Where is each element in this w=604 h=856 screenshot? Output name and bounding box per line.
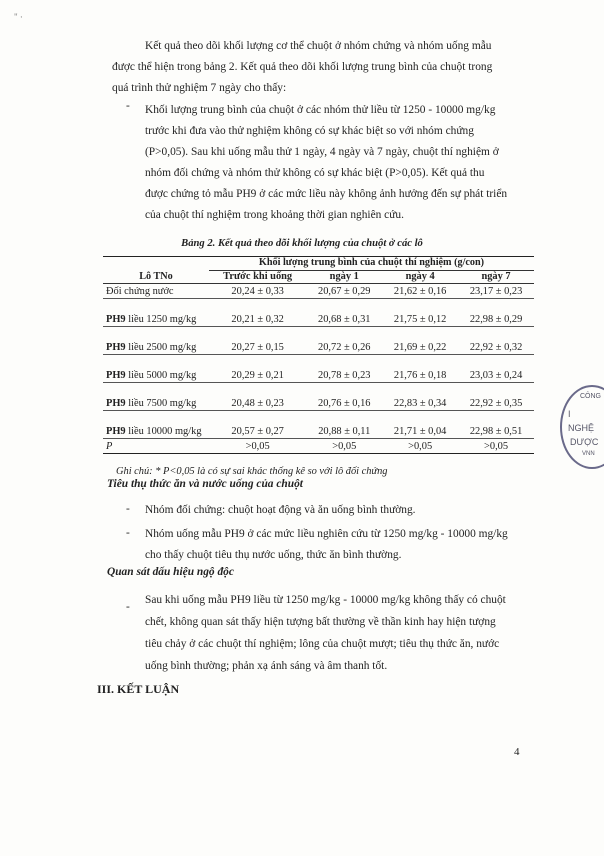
lot-cell: Đối chứng nước — [103, 284, 209, 299]
value-cell: 22,98 ± 0,51 — [458, 411, 534, 439]
value-cell: 23,03 ± 0,24 — [458, 355, 534, 383]
table-caption: Bảng 2. Kết quả theo dõi khối lượng của chuột ở các lô — [181, 238, 423, 249]
col-header-day7: ngày 7 — [458, 270, 534, 284]
value-cell: 20,57 ± 0,27 — [209, 411, 306, 439]
table-row — [103, 355, 534, 383]
lot-cell: PH9 liều 10000 mg/kg — [103, 411, 209, 439]
bullet1-line-2: trước khi đưa vào thử nghiệm không có sự khác biệt so với nhóm chứng — [145, 125, 474, 137]
lot-cell: PH9 liều 2500 mg/kg — [103, 327, 209, 355]
bullet1-line-5: được chứng tỏ mẫu PH9 ở các mức liều này không ảnh hưởng đến sự phát triển — [145, 188, 508, 200]
value-cell: 20,68 ± 0,31 — [306, 299, 382, 327]
value-cell: 21,75 ± 0,12 — [382, 299, 458, 327]
stamp-text: CÔNG — [580, 393, 601, 400]
bullet-dash: - — [126, 100, 130, 112]
corner-mark: " · — [14, 12, 23, 22]
poison-line-4: uống bình thường; phản xạ ánh sáng và âm thanh tốt. — [145, 660, 388, 672]
heading-poison: Quan sát dấu hiệu ngộ độc — [107, 566, 234, 578]
value-cell: >0,05 — [382, 439, 458, 454]
value-cell: 20,48 ± 0,23 — [209, 383, 306, 411]
bullet-dash: - — [126, 527, 130, 539]
value-cell: 20,24 ± 0,33 — [209, 284, 306, 299]
poison-line-2: chết, không quan sát thấy hiện tượng bất thường về thần kinh hay hiện tượng — [145, 616, 496, 628]
table-row — [103, 299, 534, 327]
value-cell: 22,98 ± 0,29 — [458, 299, 534, 327]
food-bullet-2-line-2: cho thấy chuột tiêu thụ nước uống, thức ăn bình thường. — [145, 549, 402, 561]
table-row — [103, 284, 534, 299]
lot-cell: P — [103, 439, 209, 454]
bullet1-line-6: của chuột thí nghiệm trong khoảng thời gian nghiên cứu. — [145, 209, 404, 221]
lot-header: Lô TNo — [103, 257, 209, 284]
page-number: 4 — [514, 746, 520, 758]
seal-stamp — [560, 385, 604, 469]
table-row — [103, 411, 534, 439]
col-header-day4: ngày 4 — [382, 270, 458, 284]
bullet1-line-1: Khối lượng trung bình của chuột ở các nhóm thử liều từ 1250 - 10000 mg/kg — [145, 104, 496, 116]
value-cell: 22,83 ± 0,34 — [382, 383, 458, 411]
value-cell: 23,17 ± 0,23 — [458, 284, 534, 299]
value-cell: 20,76 ± 0,16 — [306, 383, 382, 411]
stamp-text: NGHỆ — [568, 423, 595, 433]
value-cell: 22,92 ± 0,35 — [458, 383, 534, 411]
value-cell: 20,78 ± 0,23 — [306, 355, 382, 383]
bullet-dash: - — [126, 503, 130, 515]
table-row — [103, 327, 534, 355]
bullet1-line-3: (P>0,05). Sau khi uống mẫu thử 1 ngày, 4 ngày và 7 ngày, chuột thí nghiệm ở — [145, 146, 499, 158]
lot-cell: PH9 liều 5000 mg/kg — [103, 355, 209, 383]
stamp-text: DƯỢC — [570, 437, 599, 447]
value-cell: 20,29 ± 0,21 — [209, 355, 306, 383]
value-cell: 21,76 ± 0,18 — [382, 355, 458, 383]
stamp-text: I — [568, 409, 571, 419]
table-row-p — [103, 439, 534, 454]
value-cell: 20,21 ± 0,32 — [209, 299, 306, 327]
value-cell: 20,88 ± 0,11 — [306, 411, 382, 439]
poison-line-1: Sau khi uống mẫu PH9 liều từ 1250 mg/kg - 10000 mg/kg không thấy có chuột — [145, 594, 506, 606]
col-header-day1: ngày 1 — [306, 270, 382, 284]
food-bullet-2-line-1: Nhóm uống mẫu PH9 ở các mức liều nghiên cứu từ 1250 mg/kg - 10000 mg/kg — [145, 528, 508, 540]
intro-line-2: được thể hiện trong bảng 2. Kết quả theo dõi khối lượng trung bình của chuột trong — [112, 61, 493, 73]
value-cell: >0,05 — [209, 439, 306, 454]
lot-cell: PH9 liều 7500 mg/kg — [103, 383, 209, 411]
food-bullet-1: Nhóm đối chứng: chuột hoạt động và ăn uống bình thường. — [145, 504, 416, 516]
poison-line-3: tiêu chảy ở các chuột thí nghiệm; lông của chuột mượt; tiêu thụ thức ăn, nước — [145, 638, 500, 650]
bullet1-line-4: nhóm đối chứng và nhóm thử không có sự khác biệt (P>0,05). Kết quả thu — [145, 167, 485, 179]
col-header-before: Trước khi uống — [209, 270, 306, 284]
lot-cell: PH9 liều 1250 mg/kg — [103, 299, 209, 327]
value-cell: 21,69 ± 0,22 — [382, 327, 458, 355]
stamp-text: VNN — [582, 451, 595, 457]
value-cell: 22,92 ± 0,32 — [458, 327, 534, 355]
intro-line-1: Kết quả theo dõi khối lượng cơ thể chuột ở nhóm chứng và nhóm uống mẫu — [145, 40, 492, 52]
table-row — [103, 383, 534, 411]
value-cell: >0,05 — [458, 439, 534, 454]
table-note: Ghi chú: * P<0,05 là có sự sai khác thống kê so với lô đối chứng — [116, 466, 388, 477]
weight-table — [103, 256, 534, 454]
value-cell: >0,05 — [306, 439, 382, 454]
intro-line-3: quá trình thử nghiệm 7 ngày cho thấy: — [112, 82, 287, 94]
value-cell: 20,72 ± 0,26 — [306, 327, 382, 355]
value-cell: 20,27 ± 0,15 — [209, 327, 306, 355]
bullet-dash: - — [126, 601, 130, 613]
value-cell: 21,62 ± 0,16 — [382, 284, 458, 299]
heading-food: Tiêu thụ thức ăn và nước uống của chuột — [107, 478, 303, 490]
value-cell: 20,67 ± 0,29 — [306, 284, 382, 299]
value-cell: 21,71 ± 0,04 — [382, 411, 458, 439]
group-header: Khối lượng trung bình của chuột thí nghiệm (g/con) — [209, 257, 534, 271]
section-title: III. KẾT LUẬN — [97, 682, 180, 696]
